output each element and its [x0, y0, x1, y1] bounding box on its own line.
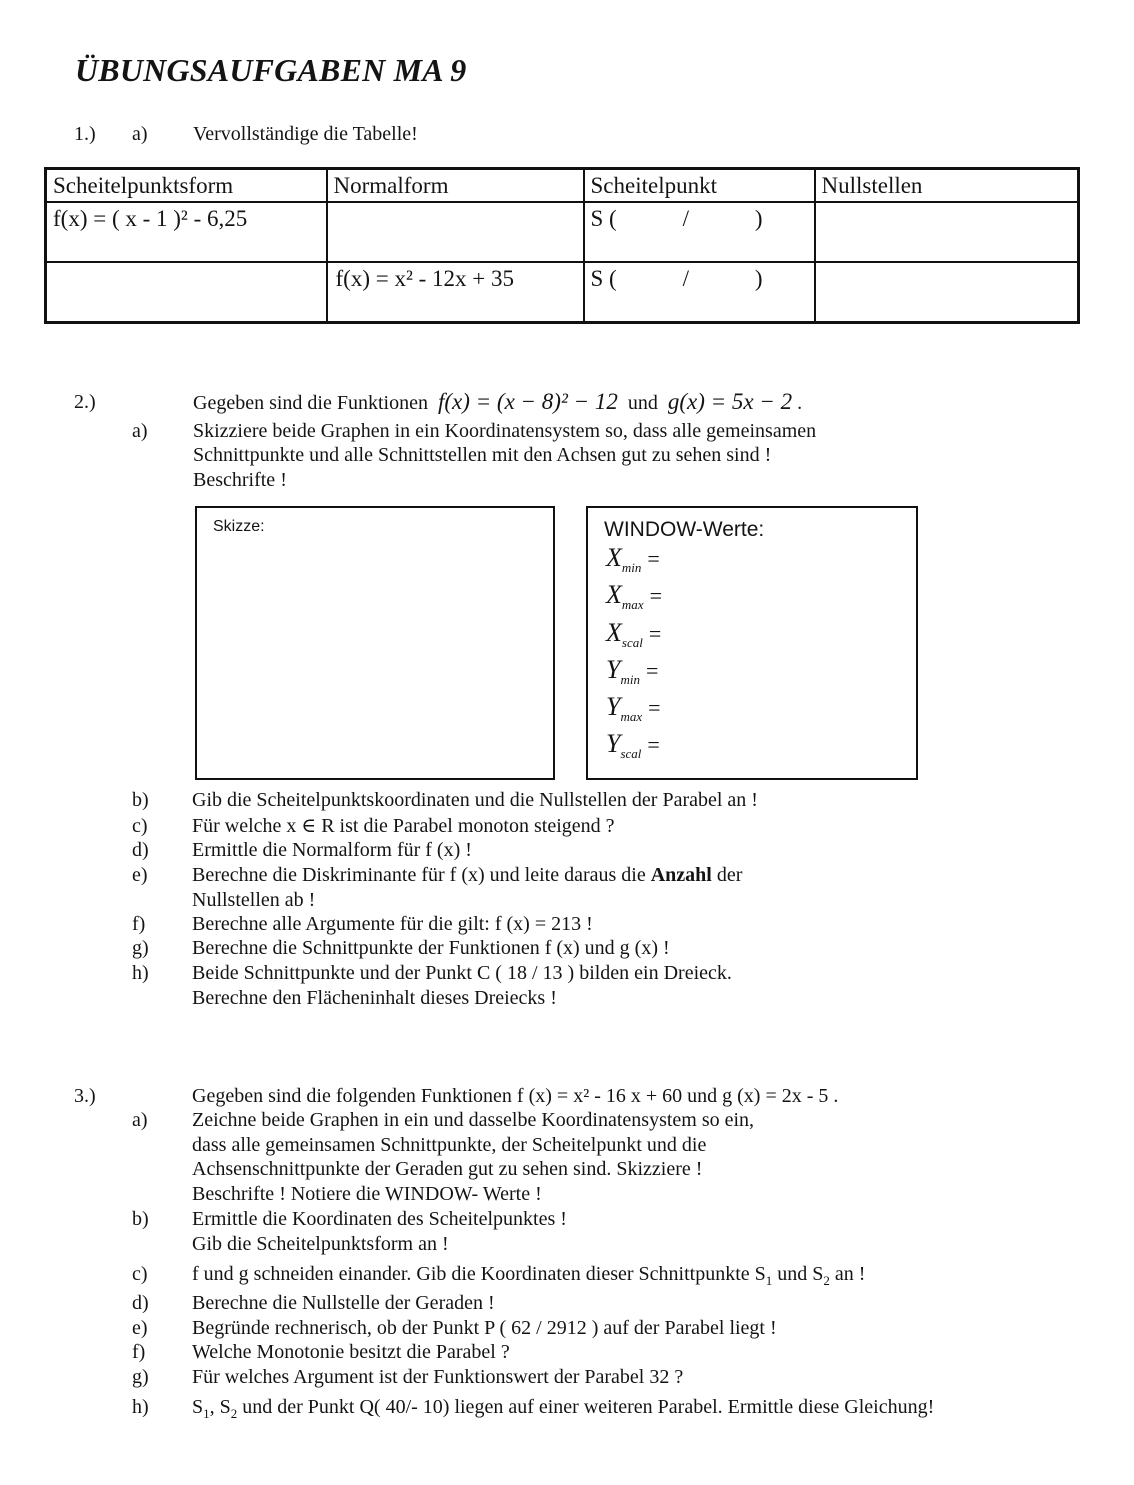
task2-h-text: Beide Schnittpunkte und der Punkt C ( 18 / 13 ) bilden ein Dreieck.: [192, 962, 732, 984]
task1-number: 1.): [74, 123, 96, 145]
task2-g-label: g): [132, 937, 149, 959]
task2-g-text: Berechne die Schnittpunkte der Funktionen f (x) und g (x) !: [192, 937, 670, 959]
window-row-xscal: $X_{scal}$ =: [606, 618, 662, 651]
task2-end: .: [797, 392, 803, 414]
task2-f-definition: f(x) = (x − 8)² − 12: [437, 389, 618, 414]
cell-nullstellen[interactable]: [815, 202, 1079, 262]
task3-c-text: f und g schneiden einander. Gib die Koordinaten dieser Schnittpunkte $S_1$ und $S_2$ an !: [192, 1263, 866, 1288]
sp-slash: /: [682, 206, 689, 231]
sketch-label: Skizze:: [213, 518, 265, 535]
cell-scheitelform[interactable]: [46, 262, 327, 323]
task1-a-text: Vervollständige die Tabelle!: [193, 123, 418, 145]
col-header-nullstellen: Nullstellen: [815, 169, 1079, 203]
task2-c-text: Für welche x ∈ R ist die Parabel monoton steigend ?: [192, 815, 615, 837]
task2-a-line2: Schnittpunkte und alle Schnittstellen mit den Achsen gut zu sehen sind !: [193, 444, 772, 466]
task3-f-text: Welche Monotonie besitzt die Parabel ?: [192, 1341, 510, 1363]
window-row-xmax: $X_{max}$ =: [606, 580, 662, 613]
window-title: WINDOW-Werte:: [604, 518, 765, 541]
task3-b-label: b): [132, 1208, 149, 1230]
task2-a-label: a): [132, 420, 148, 442]
task2-f-label: f): [132, 913, 146, 935]
window-values-box[interactable]: [586, 506, 918, 780]
task2-a-line3: Beschrifte !: [193, 469, 287, 491]
window-row-ymax: $Y_{max}$ =: [606, 692, 661, 725]
task3-g-text: Für welches Argument ist der Funktionswert der Parabel 32 ?: [192, 1366, 684, 1388]
cell-nullstellen[interactable]: [815, 262, 1079, 323]
task1-a-label: a): [132, 123, 148, 145]
task2-number: 2.): [74, 391, 96, 413]
table-row: [46, 202, 1079, 262]
task2-d-label: d): [132, 839, 149, 861]
task2-h-text-line2: Berechne den Flächeninhalt dieses Dreiecks !: [192, 987, 557, 1009]
task2-b-text: Gib die Scheitelpunktskoordinaten und die Nullstellen der Parabel an !: [192, 789, 758, 811]
task3-c-label: c): [132, 1263, 148, 1285]
cell-scheitelpunkt[interactable]: [584, 202, 815, 262]
task3-b-line2: Gib die Scheitelpunktsform an !: [192, 1233, 449, 1255]
task3-h-text: $S_1$, $S_2$ und der Punkt Q( 40/- 10) liegen auf einer weiteren Parabel. Ermittle diese Gleichung!: [192, 1396, 935, 1421]
window-row-xmin: $X_{min}$ =: [606, 543, 660, 576]
task3-a-label: a): [132, 1109, 148, 1131]
task3-h-label: h): [132, 1396, 149, 1418]
task2-intro: Gegeben sind die Funktionen: [193, 392, 428, 414]
task3-intro: Gegeben sind die folgenden Funktionen f (x) = x² - 16 x + 60 und g (x) = 2x - 5 .: [192, 1085, 839, 1107]
task3-d-text: Berechne die Nullstelle der Geraden !: [192, 1292, 495, 1314]
window-row-yscal: $Y_{scal}$ =: [606, 729, 660, 762]
sp-slash: /: [682, 266, 689, 291]
page-title: ÜBUNGSAUFGABEN MA 9: [75, 52, 467, 88]
col-header-scheitelpunktsform: Scheitelpunktsform: [46, 169, 327, 203]
task3-a-line3: Achsenschnittpunkte der Geraden gut zu sehen sind. Skizziere !: [192, 1158, 703, 1180]
task2-c-label: c): [132, 815, 148, 837]
cell-scheitelpunkt[interactable]: [584, 262, 815, 323]
col-header-normalform: Normalform: [327, 169, 584, 203]
task2-e-text-line2: Nullstellen ab !: [192, 889, 316, 911]
sp-open: S (: [590, 266, 617, 291]
task3-a-line2: dass alle gemeinsamen Schnittpunkte, der Scheitelpunkt und die: [192, 1134, 707, 1156]
task3-a-line4: Beschrifte ! Notiere die WINDOW- Werte !: [192, 1183, 542, 1205]
sp-close: ): [754, 266, 763, 291]
col-header-scheitelpunkt: Scheitelpunkt: [584, 169, 815, 203]
task2-h-label: h): [132, 962, 149, 984]
task2-e-label: e): [132, 864, 148, 886]
task3-g-label: g): [132, 1366, 149, 1388]
task2-f-text: Berechne alle Argumente für die gilt: f (x) = 213 !: [192, 913, 593, 935]
task2-e-text: Berechne die Diskriminante für f (x) und leite daraus die Anzahl der: [192, 864, 743, 886]
task3-d-label: d): [132, 1292, 149, 1314]
task2-d-text: Ermittle die Normalform für f (x) !: [192, 839, 472, 861]
table-header-row: [46, 169, 1079, 203]
task2-a-line1: Skizziere beide Graphen in ein Koordinatensystem so, dass alle gemeinsamen: [193, 420, 817, 442]
vertex-form-table: [44, 167, 1080, 324]
sp-close: ): [754, 206, 763, 231]
task2-b-label: b): [132, 789, 149, 811]
task3-e-text: Begründe rechnerisch, ob der Punkt P ( 62 / 2912 ) auf der Parabel liegt !: [192, 1317, 777, 1339]
window-row-ymin: $Y_{min}$ =: [606, 655, 659, 688]
task3-a-line1: Zeichne beide Graphen in ein und dasselbe Koordinatensystem so ein,: [192, 1109, 755, 1131]
task3-b-line1: Ermittle die Koordinaten des Scheitelpunktes !: [192, 1208, 567, 1230]
task2-g-definition: g(x) = 5x − 2: [667, 389, 793, 414]
sp-open: S (: [590, 206, 617, 231]
task3-number: 3.): [74, 1085, 96, 1107]
cell-scheitelform: f(x) = ( x - 1 )² - 6,25: [46, 202, 327, 262]
task3-f-label: f): [132, 1341, 146, 1363]
task2-und: und: [627, 392, 658, 414]
task2-e-bold: Anzahl: [650, 864, 712, 886]
table-row: [46, 262, 1079, 323]
task2-intro-line: [193, 390, 802, 415]
task3-e-label: e): [132, 1317, 148, 1339]
cell-normalform[interactable]: [327, 202, 584, 262]
sketch-box[interactable]: [195, 506, 555, 780]
cell-normalform: f(x) = x² - 12x + 35: [327, 262, 584, 323]
